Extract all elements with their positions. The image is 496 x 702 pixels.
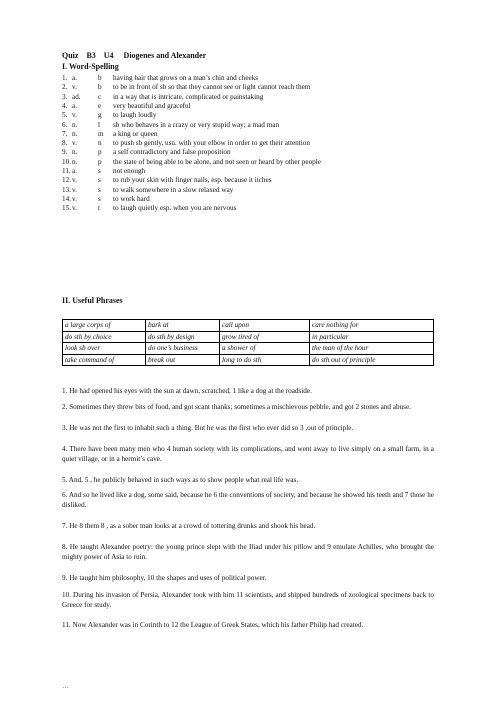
section-word-spelling-heading: I. Word-Spelling — [62, 62, 119, 71]
part-of-speech: ad. — [72, 92, 81, 101]
definition: to laugh quietly esp. when you are nervous — [113, 204, 237, 213]
word-spelling-item — [62, 111, 442, 120]
first-letter: s — [98, 185, 101, 194]
part-of-speech: v. — [72, 194, 77, 203]
word-spelling-item — [62, 148, 442, 157]
sentence-item: 8. He taught Alexander poetry: the young prince slept with the Iliad under his pillow and 9 emulate Achilles, who brought the mighty power of Asia to ruin. — [62, 543, 434, 562]
phrase-cell: do sth out of principle — [310, 354, 434, 366]
word-spelling-item — [62, 158, 442, 167]
item-number: 14. — [62, 194, 71, 203]
item-number: 12. — [62, 176, 71, 185]
part-of-speech: n. — [72, 157, 78, 166]
word-spelling-item — [62, 139, 442, 148]
definition: to push sb gently, usu. with your elbow in order to get their attention — [113, 139, 310, 148]
word-spelling-item — [62, 93, 442, 102]
phrase-cell: break out — [146, 354, 220, 366]
first-letter: t — [98, 204, 100, 213]
definition: sb who behaves in a crazy or very stupid way; a mad man — [113, 120, 280, 129]
item-number: 8. — [62, 139, 68, 148]
word-spelling-item — [62, 167, 442, 176]
sentence-item: 2. Sometimes they threw bits of food, and got scant thanks; sometimes a mischievous pebble, and got 2 stones and abuse. — [62, 403, 411, 411]
phrases-row — [63, 354, 434, 366]
phrase-cell: a shower of — [220, 343, 310, 355]
item-number: 10. — [62, 157, 71, 166]
item-number: 15. — [62, 204, 71, 213]
item-number: 5. — [62, 111, 68, 120]
phrase-cell: look sb over — [63, 343, 146, 355]
sentence-item: 7. He 8 them 8 , as a sober man looks at a crowd of tottering drunks and shook his head. — [62, 522, 316, 530]
item-number: 9. — [62, 148, 68, 157]
phrase-cell: call upon — [220, 320, 310, 332]
phrases-row — [63, 320, 434, 332]
sentence-item: 6. And so he lived like a dog, some said, because he 6 the conventions of society, and because he showed his teeth and 7 those he disliked. — [62, 491, 434, 510]
first-letter: n — [98, 139, 102, 148]
word-spelling-item — [62, 176, 442, 185]
definition: to walk somewhere in a slow relaxed way — [113, 185, 234, 194]
sentence-item: 1. He had opened his eyes with the sun at dawn, scratched, 1 like a dog at the roadside. — [62, 387, 312, 395]
first-letter: s — [98, 167, 101, 175]
word-spelling-item — [62, 121, 442, 130]
word-spelling-item — [62, 74, 442, 83]
first-letter: m — [98, 129, 104, 138]
word-spelling-item — [62, 130, 442, 139]
item-number: 7. — [62, 129, 68, 138]
item-number: 6. — [62, 120, 68, 129]
item-number: 3. — [62, 92, 68, 101]
phrases-row — [63, 331, 434, 343]
word-spelling-item — [62, 195, 442, 204]
sentence-item: 4. There have been many men who 4 human society with its complications, and went away to live simply on a small farm, in a quiet village, or in a hermit’s cave. — [62, 445, 434, 464]
item-number: 4. — [62, 101, 68, 110]
part-of-speech: v. — [72, 204, 77, 213]
definition: to rub your skin with finger nails, esp. because it itches — [113, 176, 272, 185]
phrase-cell: a large corps of — [63, 320, 146, 332]
item-number: 1. — [62, 74, 68, 82]
phrase-cell: care nothing for — [310, 320, 434, 332]
definition: not enough — [113, 167, 146, 175]
part-of-speech: v. — [72, 139, 77, 148]
first-letter: p — [98, 157, 102, 166]
page-footer-ellipsis: … — [62, 682, 69, 690]
part-of-speech: n. — [72, 129, 78, 138]
item-number: 2. — [62, 83, 68, 92]
phrase-cell: bark at — [146, 320, 220, 332]
definition: to work hard — [113, 194, 150, 203]
phrase-cell: grow tired of — [220, 331, 310, 343]
item-number: 11. — [62, 167, 71, 175]
first-letter: g — [98, 111, 102, 120]
first-letter: b — [98, 74, 102, 82]
first-letter: e — [98, 101, 102, 110]
sentence-item: 11. Now Alexander was in Corinth to 12 the League of Greek States, which his father Philip had created. — [62, 621, 364, 629]
part-of-speech: a. — [72, 101, 77, 110]
phrase-cell: do one’s business — [146, 343, 220, 355]
definition: a self contradictory and false proposition — [113, 148, 231, 157]
phrase-cell: take command of — [63, 354, 146, 366]
phrase-cell: long to do sth — [220, 354, 310, 366]
phrases-row — [63, 343, 434, 355]
definition: to be in front of sb so that they cannot see or light cannot reach them — [113, 83, 311, 92]
phrases-table — [62, 319, 434, 366]
item-number: 13. — [62, 185, 71, 194]
quiz-title: Quiz B3 U4 Diogenes and Alexander — [62, 51, 207, 60]
part-of-speech: n. — [72, 120, 78, 129]
part-of-speech: a. — [72, 167, 77, 175]
part-of-speech: v. — [72, 111, 77, 120]
word-spelling-item — [62, 186, 442, 195]
word-spelling-item — [62, 204, 442, 213]
first-letter: b — [98, 83, 102, 92]
section-useful-phrases-heading: II. Useful Phrases — [62, 296, 123, 305]
phrase-cell: do sth by design — [146, 331, 220, 343]
first-letter: s — [98, 194, 101, 203]
definition: having hair that grows on a man’s chin and cheeks — [113, 74, 259, 82]
word-spelling-item — [62, 83, 442, 92]
part-of-speech: v. — [72, 176, 77, 185]
first-letter: l — [98, 120, 100, 129]
definition: a king or queen — [113, 129, 158, 138]
first-letter: p — [98, 148, 102, 157]
first-letter: s — [98, 176, 101, 185]
sentence-item: 9. He taught him philosophy, 10 the shapes and uses of political power. — [62, 574, 267, 582]
definition: the state of being able to be alone, and not seen or heard by other people — [113, 157, 321, 166]
sentence-item: 10. During his invasion of Persia, Alexander took with him 11 scientists, and shipped hundreds of zoological specimens back to Greece for study. — [62, 591, 434, 610]
phrase-cell: the man of the hour — [310, 343, 434, 355]
sentence-item: 3. He was not the first to inhabit such a thing. But he was the first who ever did so 3 ,out of principle. — [62, 424, 354, 432]
definition: to laugh loudly — [113, 111, 157, 120]
phrase-cell: in particular — [310, 331, 434, 343]
phrase-cell: do sth by choice — [63, 331, 146, 343]
definition: in a way that is intricate, complicated or painstaking — [113, 92, 264, 101]
first-letter: c — [98, 92, 102, 101]
definition: very beautiful and graceful — [113, 101, 191, 110]
part-of-speech: n. — [72, 148, 78, 157]
part-of-speech: a. — [72, 74, 77, 82]
sentence-item: 5. And, 5 , he publicly behaved in such ways as to show people what real life was. — [62, 476, 299, 484]
part-of-speech: v. — [72, 83, 77, 92]
word-spelling-item — [62, 102, 442, 111]
part-of-speech: v. — [72, 185, 77, 194]
